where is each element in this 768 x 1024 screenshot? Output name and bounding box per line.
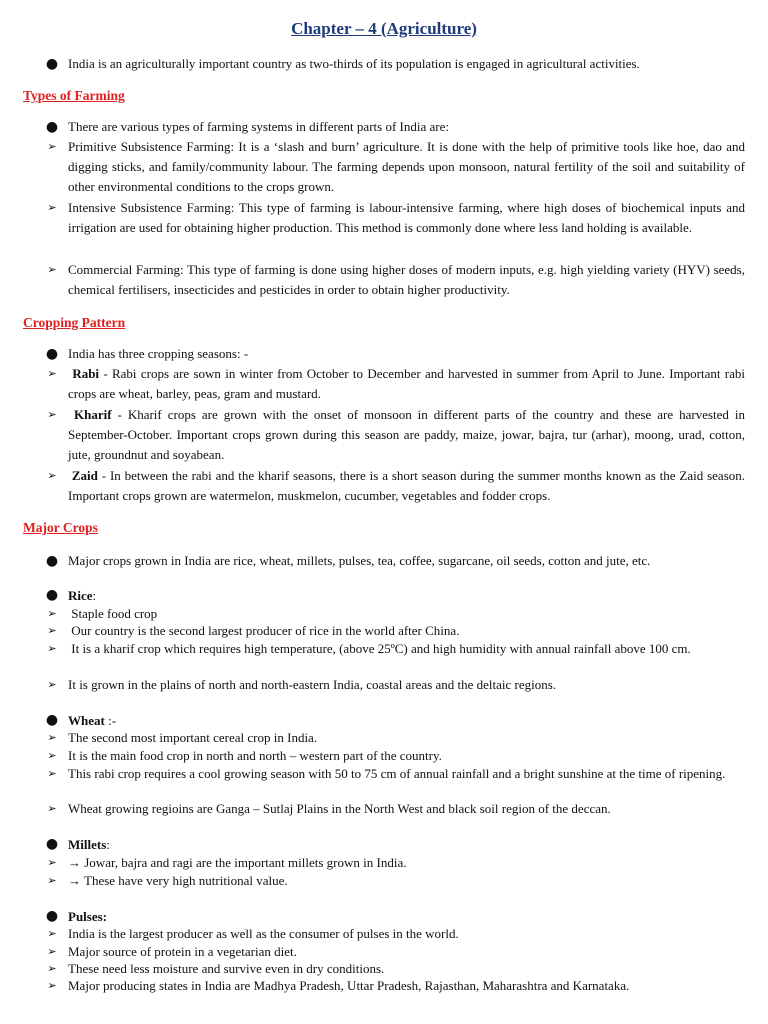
arrow-bullet-icon: ➢ xyxy=(47,642,57,655)
list-item-text: India has three cropping seasons: - xyxy=(68,346,249,361)
crop-point xyxy=(47,977,745,994)
crop-point xyxy=(47,729,745,746)
season-name: Zaid xyxy=(71,468,98,483)
crop-point-text: It is grown in the plains of north and north-eastern India, coastal areas and the deltaic regions. xyxy=(68,677,557,692)
crop-point xyxy=(47,943,745,960)
page-title: Chapter – 4 (Agriculture) xyxy=(291,19,477,38)
crop-point-text: Staple food crop xyxy=(71,606,158,621)
crop-point-text: Major producing states in India are Madhya Pradesh, Uttar Pradesh, Rajasthan, Maharashtra and Karnataka. xyxy=(68,978,630,993)
crop-heading-wheat xyxy=(45,712,745,729)
crop-point-text: These need less moisture and survive even in dry conditions. xyxy=(68,961,385,976)
intro-paragraph xyxy=(45,54,745,74)
arrow-bullet-icon: ➢ xyxy=(47,201,57,214)
arrow-bullet-icon: ➢ xyxy=(47,624,57,637)
arrow-bullet-icon: ➢ xyxy=(47,140,57,153)
crop-heading-pulses xyxy=(45,908,745,925)
arrow-bullet-icon: ➢ xyxy=(47,767,57,780)
list-item-text: Commercial Farming: This type of farming is done using higher doses of modern inputs, e.g. high yielding variety (HYV) seeds, chemical fertilisers, insecticides and pesticides in order to obtain higher productivity. xyxy=(68,262,745,297)
arrow-bullet-icon: ➢ xyxy=(47,962,57,975)
crop-point-text: India is the largest producer as well as the consumer of pulses in the world. xyxy=(68,926,459,941)
arrow-bullet-icon: ➢ xyxy=(47,607,57,620)
crop-label: Pulses: xyxy=(68,909,107,924)
crop-point-text: Wheat growing regioins are Ganga – Sutlaj Plains in the North West and black soil region of the deccan. xyxy=(68,801,611,816)
crop-point xyxy=(47,765,745,782)
crop-label: Wheat xyxy=(68,713,105,728)
crop-point-text: It is the main food crop in north and north – western part of the country. xyxy=(68,748,442,763)
crop-point-text: Major source of protein in a vegetarian diet. xyxy=(68,944,297,959)
season-item-kharif xyxy=(47,405,746,465)
crop-point-text: This rabi crop requires a cool growing season with 50 to 75 cm of annual rainfall and a bright sunshine at the time of ripening. xyxy=(68,766,726,781)
season-name: Rabi xyxy=(72,366,100,381)
list-item xyxy=(45,117,745,137)
crop-point xyxy=(47,676,745,693)
crop-point xyxy=(47,622,745,639)
bullet-dot-icon: ● xyxy=(45,712,59,728)
crop-point-text: Our country is the second largest producer of rice in the world after China. xyxy=(71,623,460,638)
bullet-dot-icon: ● xyxy=(45,908,59,924)
crop-heading-millets xyxy=(45,836,745,853)
arrow-bullet-icon: ➢ xyxy=(47,802,57,815)
section-heading-major-crops: Major Crops xyxy=(23,520,98,535)
list-item xyxy=(45,344,745,364)
crop-point xyxy=(47,872,745,889)
season-text: - In between the rabi and the kharif seasons, there is a short season during the summer months known as the Zaid season. Important crops grown are watermelon, muskmelon, cucumber, vegetables and fodder crops. xyxy=(68,468,745,503)
arrow-bullet-icon: ➢ xyxy=(47,678,57,691)
season-item-rabi xyxy=(47,364,746,404)
bullet-dot-icon: ● xyxy=(45,346,59,362)
intro-text: India is an agriculturally important country as two-thirds of its population is engaged in agricultural activities. xyxy=(68,56,640,71)
crop-label: Rice xyxy=(68,588,93,603)
list-item-text: Intensive Subsistence Farming: This type of farming is labour-intensive farming, where high doses of biochemical inputs and irrigation are used for obtaining higher production. This method is commonly done where less land holding is available. xyxy=(68,200,745,235)
crop-point-text: → Jowar, bajra and ragi are the important millets grown in India. xyxy=(68,855,407,870)
crop-label-suffix: :- xyxy=(104,713,117,728)
bullet-dot-icon: ● xyxy=(45,587,59,603)
arrow-bullet-icon: ➢ xyxy=(47,945,57,958)
crop-point xyxy=(47,640,745,657)
season-item-zaid xyxy=(47,466,745,506)
bullet-dot-icon: ● xyxy=(45,553,59,569)
arrow-bullet-icon: ➢ xyxy=(47,408,57,421)
arrow-bullet-icon: ➢ xyxy=(47,749,57,762)
season-text: - Rabi crops are sown in winter from October to December and harvested in summer from April to June. Important rabi crops are wheat, barley, peas, gram and mustard. xyxy=(68,366,746,401)
crop-point xyxy=(47,747,745,764)
arrow-bullet-icon: ➢ xyxy=(47,469,57,482)
arrow-bullet-icon: ➢ xyxy=(47,927,57,940)
list-item xyxy=(47,198,745,238)
arrow-bullet-icon: ➢ xyxy=(47,979,57,992)
crop-point xyxy=(47,854,745,871)
section-heading-types-of-farming: Types of Farming xyxy=(23,88,125,103)
list-item-text: There are various types of farming systems in different parts of India are: xyxy=(68,119,449,134)
crop-heading-rice xyxy=(45,587,745,604)
crop-point-text: The second most important cereal crop in India. xyxy=(68,730,318,745)
crop-point xyxy=(47,605,745,622)
section-heading-cropping-pattern: Cropping Pattern xyxy=(23,315,126,330)
arrow-bullet-icon: ➢ xyxy=(47,874,57,887)
list-item-text: Major crops grown in India are rice, wheat, millets, pulses, tea, coffee, sugarcane, oil seeds, cotton and jute, etc. xyxy=(68,553,651,568)
arrow-bullet-icon: ➢ xyxy=(47,367,57,380)
bullet-dot-icon: ● xyxy=(45,56,59,72)
arrow-bullet-icon: ➢ xyxy=(47,263,57,276)
arrow-bullet-icon: ➢ xyxy=(47,856,57,869)
crop-point xyxy=(47,960,745,977)
crop-point-text: It is a kharif crop which requires high temperature, (above 25ºC) and high humidity with annual rainfall above 100 cm. xyxy=(71,641,691,656)
list-item xyxy=(47,137,745,197)
crop-label: Millets xyxy=(68,837,107,852)
crop-label-suffix: : xyxy=(92,588,97,603)
season-text: - Kharif crops are grown with the onset of monsoon in different parts of the country and these are harvested in September-October. Important crops grown during this season are paddy, maize, jowar, bajra, tur (arhar), moong, urad, cotton, jute, groundnut and soyabean. xyxy=(68,407,746,462)
crop-point xyxy=(47,800,745,817)
list-item xyxy=(47,260,745,300)
list-item xyxy=(45,551,745,571)
crop-point xyxy=(47,925,745,942)
season-name: Kharif xyxy=(73,407,112,422)
bullet-dot-icon: ● xyxy=(45,119,59,135)
arrow-bullet-icon: ➢ xyxy=(47,731,57,744)
list-item-text: Primitive Subsistence Farming: It is a ‘slash and burn’ agriculture. It is done with the help of primitive tools like hoe, dao and digging sticks, and family/community labour. The farming depends upon monsoon, natural fertility of the soil and suitability of other environmental conditions to the crops grown. xyxy=(68,139,745,194)
bullet-dot-icon: ● xyxy=(45,836,59,852)
crop-point-text: → These have very high nutritional value. xyxy=(68,873,288,888)
crop-label-suffix: : xyxy=(106,837,110,852)
